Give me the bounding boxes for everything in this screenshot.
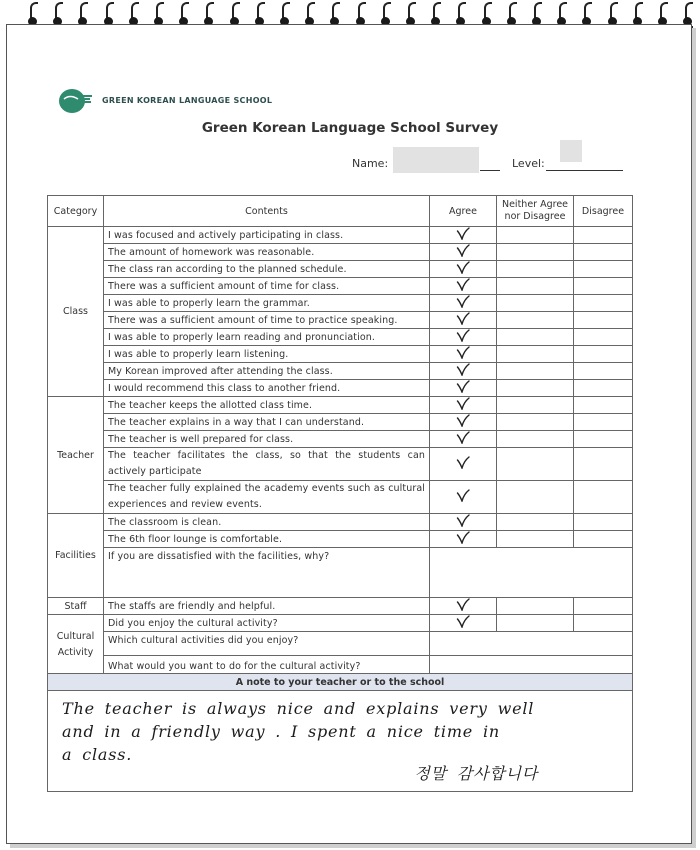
checkmark-icon <box>456 397 470 410</box>
survey-table <box>47 195 633 792</box>
row-content: I was able to properly learn listening. <box>104 346 430 363</box>
agree-cell[interactable] <box>430 598 497 615</box>
note-header: A note to your teacher or to the school <box>48 674 633 691</box>
neither-cell[interactable] <box>497 431 574 448</box>
checkmark-icon <box>456 329 470 342</box>
header-neither: Neither Agree nor Disagree <box>497 196 574 227</box>
table-row <box>48 312 633 329</box>
checkmark-icon <box>456 346 470 359</box>
table-row <box>48 481 633 514</box>
row-content: My Korean improved after attending the class. <box>104 363 430 380</box>
note-line-3: a class. <box>62 745 133 764</box>
cultural-enjoyed-field[interactable] <box>430 632 633 656</box>
neither-cell[interactable] <box>497 278 574 295</box>
row-content: I was able to properly learn the grammar. <box>104 295 430 312</box>
table-row <box>48 227 633 244</box>
agree-cell[interactable] <box>430 363 497 380</box>
disagree-cell[interactable] <box>574 414 633 431</box>
row-content: The amount of homework was reasonable. <box>104 244 430 261</box>
table-row <box>48 346 633 363</box>
row-content: There was a sufficient amount of time for class. <box>104 278 430 295</box>
agree-cell[interactable] <box>430 397 497 414</box>
cultural-wish-field[interactable] <box>430 656 633 674</box>
neither-cell[interactable] <box>497 615 574 632</box>
checkmark-icon <box>456 312 470 325</box>
name-underline <box>480 170 500 171</box>
neither-cell[interactable] <box>497 397 574 414</box>
agree-cell[interactable] <box>430 329 497 346</box>
table-row <box>48 598 633 615</box>
table-row <box>48 363 633 380</box>
disagree-cell[interactable] <box>574 448 633 481</box>
neither-cell[interactable] <box>497 346 574 363</box>
disagree-cell[interactable] <box>574 380 633 397</box>
row-content: The teacher keeps the allotted class time. <box>104 397 430 414</box>
table-row <box>48 615 633 632</box>
disagree-cell[interactable] <box>574 295 633 312</box>
category-facilities: Facilities <box>48 514 104 598</box>
agree-cell[interactable] <box>430 295 497 312</box>
name-field-redacted[interactable] <box>393 147 479 173</box>
neither-cell[interactable] <box>497 448 574 481</box>
agree-cell[interactable] <box>430 261 497 278</box>
row-content: If you are dissatisfied with the facilities, why? <box>104 548 430 598</box>
row-content: I was able to properly learn reading and pronunciation. <box>104 329 430 346</box>
table-row <box>48 397 633 414</box>
header-disagree: Disagree <box>574 196 633 227</box>
disagree-cell[interactable] <box>574 598 633 615</box>
table-row <box>48 656 633 674</box>
disagree-cell[interactable] <box>574 261 633 278</box>
table-row <box>48 431 633 448</box>
row-content: The staffs are friendly and helpful. <box>104 598 430 615</box>
agree-cell[interactable] <box>430 531 497 548</box>
note-header-row <box>48 674 633 691</box>
category-class: Class <box>48 227 104 397</box>
agree-cell[interactable] <box>430 431 497 448</box>
neither-cell[interactable] <box>497 598 574 615</box>
disagree-cell[interactable] <box>574 363 633 380</box>
header-category: Category <box>48 196 104 227</box>
row-content: There was a sufficient amount of time to practice speaking. <box>104 312 430 329</box>
header-row <box>48 196 633 227</box>
checkmark-icon <box>456 489 470 502</box>
table-row <box>48 531 633 548</box>
checkmark-icon <box>456 278 470 291</box>
level-underline <box>546 170 623 171</box>
disagree-cell[interactable] <box>574 278 633 295</box>
row-content: I would recommend this class to another friend. <box>104 380 430 397</box>
checkmark-icon <box>456 380 470 393</box>
disagree-cell[interactable] <box>574 346 633 363</box>
neither-cell[interactable] <box>497 312 574 329</box>
neither-cell[interactable] <box>497 329 574 346</box>
agree-cell[interactable] <box>430 414 497 431</box>
neither-cell[interactable] <box>497 380 574 397</box>
table-row <box>48 548 633 598</box>
disagree-cell[interactable] <box>574 514 633 531</box>
note-field[interactable] <box>48 691 633 792</box>
agree-cell[interactable] <box>430 227 497 244</box>
neither-cell[interactable] <box>497 514 574 531</box>
table-row <box>48 329 633 346</box>
row-content: The teacher fully explained the academy events such as cultural experiences and review events. <box>104 481 430 514</box>
neither-cell[interactable] <box>497 531 574 548</box>
neither-cell[interactable] <box>497 363 574 380</box>
disagree-cell[interactable] <box>574 329 633 346</box>
note-body-row <box>48 691 633 792</box>
table-row <box>48 278 633 295</box>
checkmark-icon <box>456 227 470 240</box>
disagree-cell[interactable] <box>574 244 633 261</box>
header-agree: Agree <box>430 196 497 227</box>
agree-cell[interactable] <box>430 514 497 531</box>
category-teacher: Teacher <box>48 397 104 514</box>
neither-cell[interactable] <box>497 227 574 244</box>
checkmark-icon <box>456 531 470 544</box>
checkmark-icon <box>456 363 470 376</box>
facilities-answer-field[interactable] <box>430 548 633 598</box>
agree-cell[interactable] <box>430 346 497 363</box>
disagree-cell[interactable] <box>574 615 633 632</box>
disagree-cell[interactable] <box>574 431 633 448</box>
neither-cell[interactable] <box>497 244 574 261</box>
disagree-cell[interactable] <box>574 227 633 244</box>
neither-cell[interactable] <box>497 481 574 514</box>
table-row <box>48 261 633 278</box>
checkmark-icon <box>456 456 470 469</box>
level-label: Level: <box>512 157 545 170</box>
neither-cell[interactable] <box>497 261 574 278</box>
checkmark-icon <box>456 598 470 611</box>
row-content: The classroom is clean. <box>104 514 430 531</box>
level-field-redacted[interactable] <box>560 140 582 162</box>
category-staff: Staff <box>48 598 104 615</box>
table-row <box>48 295 633 312</box>
row-content: The teacher is well prepared for class. <box>104 431 430 448</box>
agree-cell[interactable] <box>430 481 497 514</box>
note-line-2: and in a friendly way . I spent a nice time in <box>62 722 500 741</box>
table-row <box>48 448 633 481</box>
table-row <box>48 380 633 397</box>
agree-cell[interactable] <box>430 615 497 632</box>
disagree-cell[interactable] <box>574 531 633 548</box>
agree-cell[interactable] <box>430 312 497 329</box>
handwritten-note <box>62 697 618 785</box>
table-row <box>48 514 633 531</box>
header-contents: Contents <box>104 196 430 227</box>
neither-cell[interactable] <box>497 295 574 312</box>
disagree-cell[interactable] <box>574 481 633 514</box>
row-content: The teacher facilitates the class, so that the students can actively participate <box>104 448 430 481</box>
agree-cell[interactable] <box>430 278 497 295</box>
neither-cell[interactable] <box>497 414 574 431</box>
agree-cell[interactable] <box>430 244 497 261</box>
school-logo-icon <box>58 88 94 114</box>
survey-title: Green Korean Language School Survey <box>201 120 499 136</box>
checkmark-icon <box>456 295 470 308</box>
table-row <box>48 414 633 431</box>
logo-text: GREEN KOREAN LANGUAGE SCHOOL <box>102 96 273 105</box>
checkmark-icon <box>456 244 470 257</box>
name-label: Name: <box>352 157 389 170</box>
row-content: The teacher explains in a way that I can understand. <box>104 414 430 431</box>
disagree-cell[interactable] <box>574 312 633 329</box>
note-line-1: The teacher is always nice and explains very well <box>62 699 535 718</box>
row-content: What would you want to do for the cultural activity? <box>104 656 430 674</box>
row-content: I was focused and actively participating in class. <box>104 227 430 244</box>
disagree-cell[interactable] <box>574 397 633 414</box>
row-content: The 6th floor lounge is comfortable. <box>104 531 430 548</box>
checkmark-icon <box>456 615 470 628</box>
checkmark-icon <box>456 414 470 427</box>
checkmark-icon <box>456 261 470 274</box>
checkmark-icon <box>456 514 470 527</box>
agree-cell[interactable] <box>430 448 497 481</box>
table-row <box>48 244 633 261</box>
row-content: The class ran according to the planned schedule. <box>104 261 430 278</box>
note-korean: 정말 감사합니다 <box>414 764 538 783</box>
category-cultural: Cultural Activity <box>48 615 104 674</box>
agree-cell[interactable] <box>430 380 497 397</box>
table-row <box>48 632 633 656</box>
row-content: Did you enjoy the cultural activity? <box>104 615 430 632</box>
checkmark-icon <box>456 431 470 444</box>
row-content: Which cultural activities did you enjoy? <box>104 632 430 656</box>
